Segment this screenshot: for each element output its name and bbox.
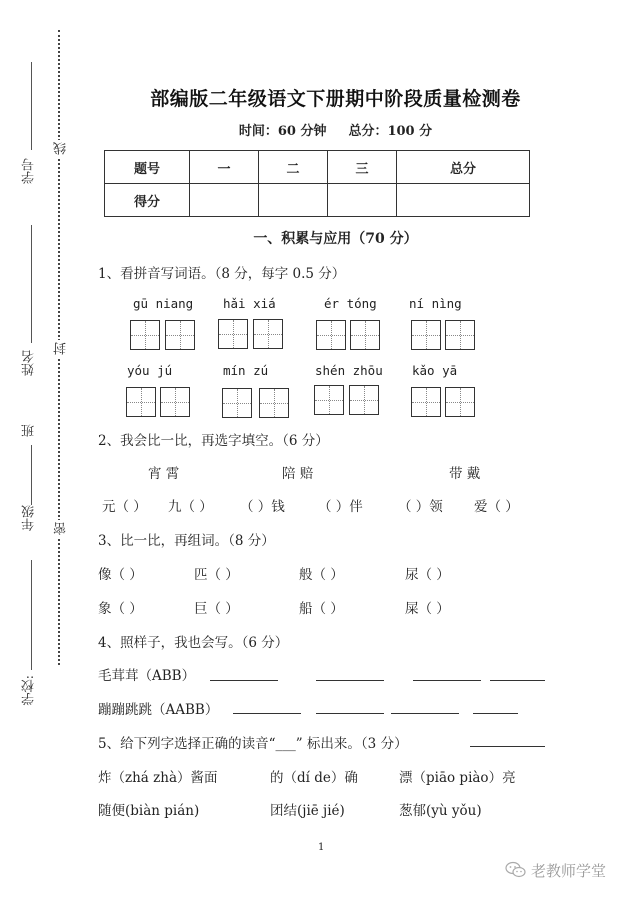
score-cell[interactable] (397, 184, 530, 217)
pronunciation-choice[interactable]: 的（dí de）确 (270, 770, 358, 786)
pinyin-label: ní nìng (409, 296, 462, 311)
writing-grid-box[interactable] (126, 387, 156, 417)
fill-blank[interactable]: 元（ ） (102, 499, 147, 515)
writing-grid-box[interactable] (165, 320, 195, 350)
answer-line[interactable] (470, 746, 545, 747)
score-table (104, 150, 530, 217)
char-pair: 陪 赔 (282, 466, 314, 482)
writing-grid-box[interactable] (411, 320, 441, 350)
word-blank[interactable]: 屎（ ） (405, 601, 450, 617)
writing-grid-box[interactable] (350, 320, 380, 350)
exam-info (0, 120, 641, 139)
answer-line[interactable] (316, 680, 384, 681)
writing-grid-box[interactable] (316, 320, 346, 350)
seal-char-feng: 封 (54, 342, 69, 355)
writing-grid-box[interactable] (314, 385, 344, 415)
writing-grid-box[interactable] (411, 387, 441, 417)
fill-blank[interactable]: （ ）钱 (240, 499, 285, 515)
pronunciation-choice[interactable]: 漂（piāo piào）亮 (399, 770, 516, 786)
writing-grid-box[interactable] (218, 319, 248, 349)
total-score: 总分：100 分 (348, 124, 433, 139)
pinyin-label: mín zú (223, 363, 269, 378)
answer-line[interactable] (391, 713, 459, 714)
pronunciation-choice[interactable]: 炸（zhá zhà）酱面 (98, 770, 218, 786)
pronunciation-choice[interactable]: 随便(biàn pián) (98, 803, 200, 819)
question-5-title: 5、给下列字选择正确的读音“___” 标出来。（3 分） (98, 736, 408, 752)
answer-line[interactable] (316, 713, 384, 714)
pinyin-label: ér tóng (324, 296, 377, 311)
question-2-title: 2、我会比一比，再选字填空。（6 分） (98, 433, 329, 449)
score-table-header-row (105, 151, 530, 184)
question-4-title: 4、照样子，我也会写。（6 分） (98, 635, 289, 651)
score-row-label: 得分 (105, 184, 190, 217)
score-table-score-row (105, 184, 530, 217)
score-header-cell: 二 (259, 151, 328, 184)
pinyin-label: kǎo yā (412, 363, 458, 378)
fill-blank[interactable]: （ ）伴 (318, 499, 363, 515)
score-cell[interactable] (259, 184, 328, 217)
class-field[interactable] (31, 445, 32, 505)
answer-line[interactable] (473, 713, 518, 714)
writing-grid-box[interactable] (445, 320, 475, 350)
answer-line[interactable] (490, 680, 545, 681)
writing-grid-box[interactable] (259, 388, 289, 418)
word-blank[interactable]: 匹（ ） (194, 567, 239, 583)
name-label: 姓名 (22, 350, 37, 376)
score-header-cell: 题号 (105, 151, 190, 184)
score-cell[interactable] (328, 184, 397, 217)
answer-line[interactable] (233, 713, 301, 714)
class-label: 班 (22, 424, 37, 437)
word-blank[interactable]: 象（ ） (98, 601, 143, 617)
writing-grid-box[interactable] (349, 385, 379, 415)
writing-grid-box[interactable] (445, 387, 475, 417)
word-blank[interactable]: 尿（ ） (405, 567, 450, 583)
pinyin-label: hǎi xiá (223, 296, 276, 311)
writing-grid-box[interactable] (160, 387, 190, 417)
word-blank[interactable]: 巨（ ） (194, 601, 239, 617)
fill-blank[interactable]: 爱（ ） (474, 499, 519, 515)
student-id-label: 学号 (22, 158, 37, 184)
answer-line[interactable] (210, 680, 278, 681)
answer-line[interactable] (413, 680, 481, 681)
page-number: 1 (318, 842, 325, 853)
exam-title: 部编版二年级语文下册期中阶段质量检测卷 (150, 88, 521, 110)
writing-grid-box[interactable] (130, 320, 160, 350)
pinyin-label: gū niang (133, 296, 194, 311)
watermark-text: 老教师学堂 (531, 862, 607, 880)
question-1-title: 1、看拼音写词语。（8 分，每字 0.5 分） (98, 266, 346, 282)
seal-char-xian: 线 (54, 142, 69, 155)
fill-blank[interactable]: 九（ ） (168, 499, 213, 515)
word-blank[interactable]: 像（ ） (98, 567, 143, 583)
time-limit: 时间：60 分钟 (238, 124, 327, 139)
pinyin-label: yóu jú (127, 363, 173, 378)
word-blank[interactable]: 船（ ） (299, 601, 344, 617)
aabb-example: 蹦蹦跳跳（AABB） (98, 702, 219, 718)
wechat-icon (505, 861, 527, 883)
fill-blank[interactable]: （ ）领 (398, 499, 443, 515)
char-pair: 宵 霄 (148, 466, 180, 482)
word-blank[interactable]: 般（ ） (299, 567, 344, 583)
school-label: 学校: (22, 675, 37, 706)
pronunciation-choice[interactable]: 葱郁(yù yǒu) (399, 803, 482, 819)
grade-field[interactable] (31, 560, 32, 670)
question-3-title: 3、比一比，再组词。（8 分） (98, 533, 275, 549)
seal-char-mi: 密 (54, 522, 69, 535)
score-cell[interactable] (190, 184, 259, 217)
abb-example: 毛茸茸（ABB） (98, 668, 196, 684)
writing-grid-box[interactable] (222, 388, 252, 418)
grade-label: 年级 (22, 505, 37, 531)
writing-grid-box[interactable] (253, 319, 283, 349)
score-header-cell: 总分 (397, 151, 530, 184)
pronunciation-choice[interactable]: 团结(jiē jié) (270, 803, 345, 819)
score-header-cell: 三 (328, 151, 397, 184)
watermark (505, 860, 606, 883)
char-pair: 带 戴 (449, 466, 481, 482)
score-header-cell: 一 (190, 151, 259, 184)
section-heading: 一、积累与应用（70 分） (253, 231, 418, 247)
pinyin-label: shén zhōu (315, 363, 383, 378)
